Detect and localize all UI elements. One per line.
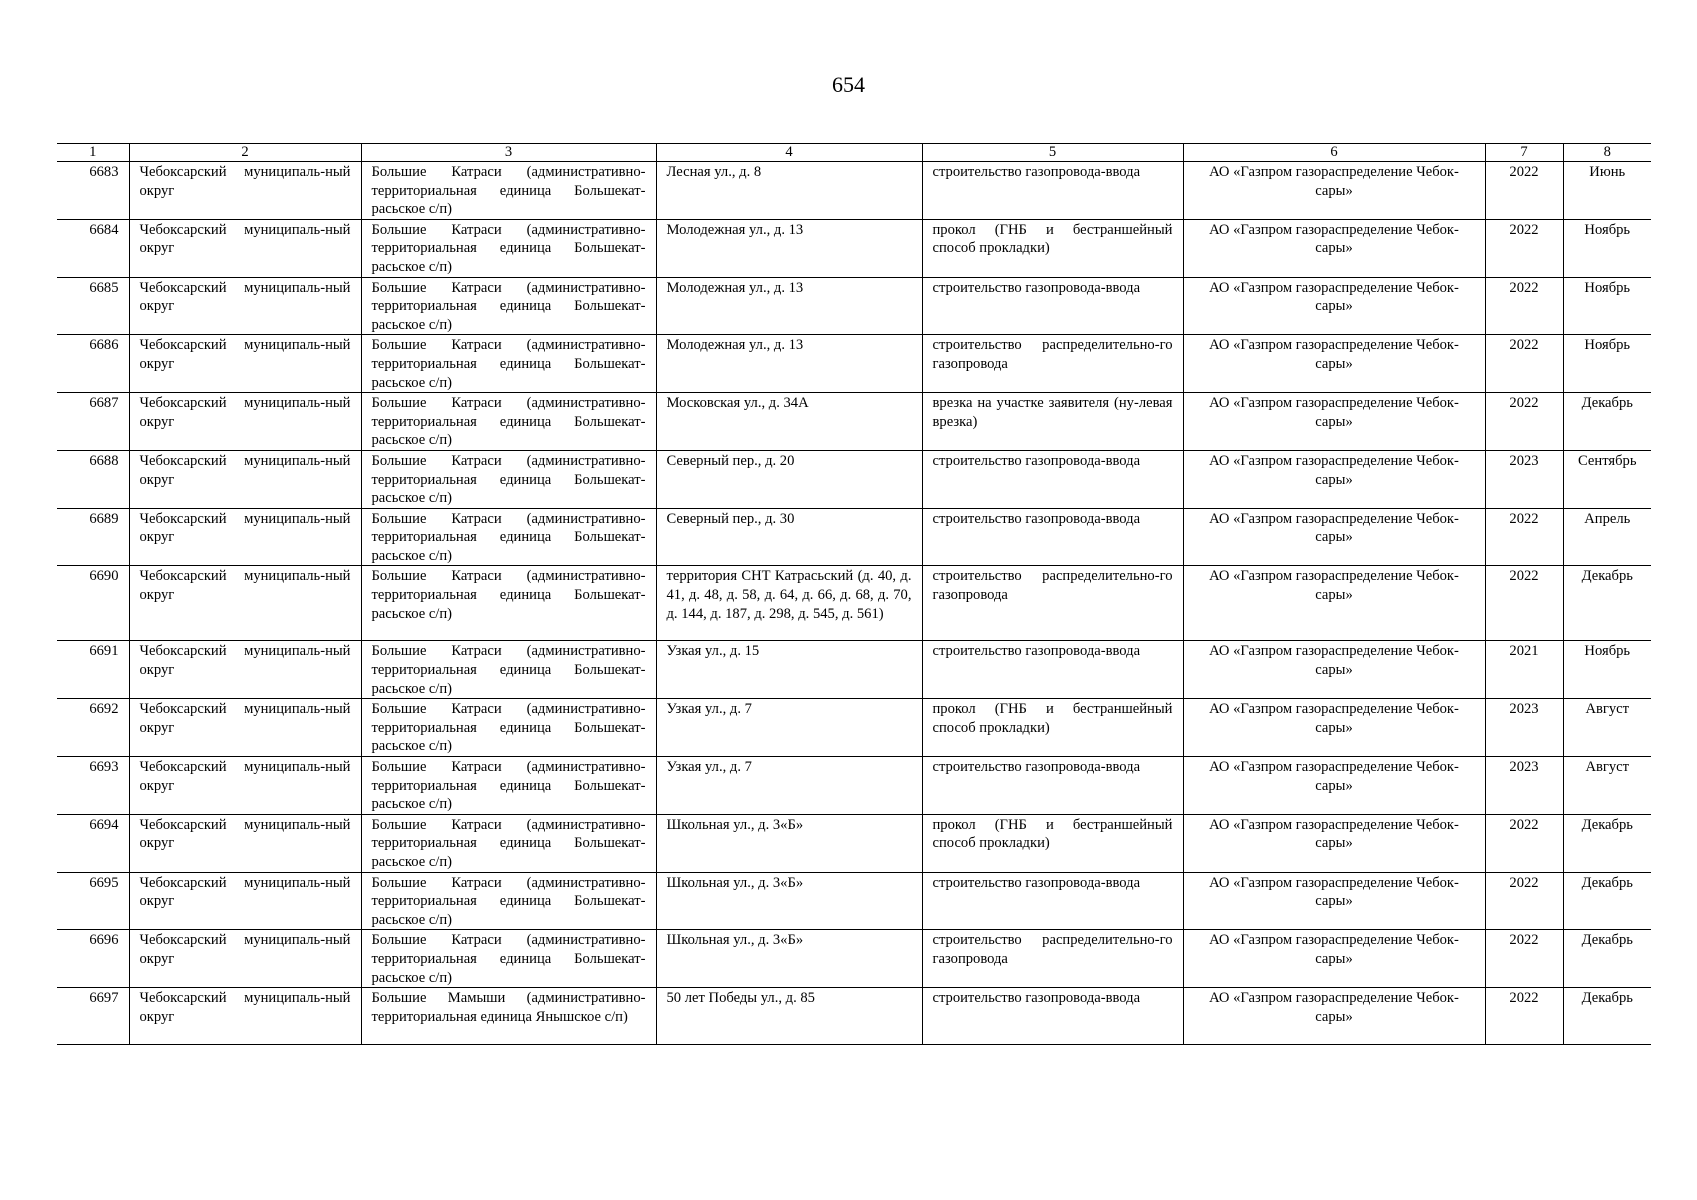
district-cell: Чебоксарский муниципаль-ный округ: [129, 508, 361, 566]
table-row: [57, 641, 1651, 699]
month-cell: Сентябрь: [1563, 450, 1651, 508]
settlement-cell: Большие Катраси (административно-территориальная единица Большекат-расьское с/п): [361, 872, 656, 930]
district-cell: Чебоксарский муниципаль-ный округ: [129, 872, 361, 930]
work-type-cell: строительство газопровода-ввода: [922, 988, 1183, 1045]
table-row: [57, 450, 1651, 508]
table-row: [57, 699, 1651, 757]
year-cell: 2022: [1485, 566, 1563, 641]
district-cell: Чебоксарский муниципаль-ный округ: [129, 219, 361, 277]
row-number: 6692: [57, 699, 129, 757]
year-cell: 2023: [1485, 699, 1563, 757]
address-cell: 50 лет Победы ул., д. 85: [656, 988, 922, 1045]
organization-cell: АО «Газпром газораспределение Чебок-сары»: [1183, 930, 1485, 988]
district-cell: Чебоксарский муниципаль-ный округ: [129, 335, 361, 393]
address-cell: Школьная ул., д. 3«Б»: [656, 930, 922, 988]
organization-cell: АО «Газпром газораспределение Чебок-сары»: [1183, 757, 1485, 815]
table-row: [57, 335, 1651, 393]
row-number: 6683: [57, 162, 129, 220]
district-cell: Чебоксарский муниципаль-ный округ: [129, 757, 361, 815]
column-header: 1: [57, 144, 129, 162]
settlement-cell: Большие Катраси (административно-территориальная единица Большекат-расьское с/п): [361, 335, 656, 393]
organization-cell: АО «Газпром газораспределение Чебок-сары»: [1183, 450, 1485, 508]
year-cell: 2022: [1485, 219, 1563, 277]
work-type-cell: строительство газопровода-ввода: [922, 641, 1183, 699]
work-type-cell: строительство распределительно-го газопровода: [922, 930, 1183, 988]
organization-cell: АО «Газпром газораспределение Чебок-сары»: [1183, 641, 1485, 699]
year-cell: 2022: [1485, 335, 1563, 393]
work-type-cell: строительство газопровода-ввода: [922, 162, 1183, 220]
organization-cell: АО «Газпром газораспределение Чебок-сары»: [1183, 814, 1485, 872]
address-cell: Лесная ул., д. 8: [656, 162, 922, 220]
month-cell: Декабрь: [1563, 566, 1651, 641]
table-row: [57, 508, 1651, 566]
district-cell: Чебоксарский муниципаль-ный округ: [129, 641, 361, 699]
settlement-cell: Большие Катраси (административно-территориальная единица Большекат-расьское с/п): [361, 930, 656, 988]
table-row: [57, 277, 1651, 335]
organization-cell: АО «Газпром газораспределение Чебок-сары»: [1183, 988, 1485, 1045]
work-type-cell: врезка на участке заявителя (ну-левая врезка): [922, 393, 1183, 451]
year-cell: 2022: [1485, 814, 1563, 872]
year-cell: 2022: [1485, 162, 1563, 220]
organization-cell: АО «Газпром газораспределение Чебок-сары»: [1183, 872, 1485, 930]
year-cell: 2022: [1485, 988, 1563, 1045]
table-row: [57, 757, 1651, 815]
year-cell: 2022: [1485, 508, 1563, 566]
year-cell: 2022: [1485, 872, 1563, 930]
district-cell: Чебоксарский муниципаль-ный округ: [129, 566, 361, 641]
settlement-cell: Большие Катраси (административно-территориальная единица Большекат-расьское с/п): [361, 566, 656, 641]
gas-works-table: [57, 143, 1651, 1045]
column-header: 3: [361, 144, 656, 162]
year-cell: 2023: [1485, 450, 1563, 508]
month-cell: Июнь: [1563, 162, 1651, 220]
month-cell: Август: [1563, 757, 1651, 815]
work-type-cell: прокол (ГНБ и бестраншейный способ прокладки): [922, 814, 1183, 872]
settlement-cell: Большие Катраси (административно-территориальная единица Большекат-расьское с/п): [361, 814, 656, 872]
address-cell: Узкая ул., д. 7: [656, 757, 922, 815]
settlement-cell: Большие Катраси (административно-территориальная единица Большекат-расьское с/п): [361, 699, 656, 757]
district-cell: Чебоксарский муниципаль-ный округ: [129, 699, 361, 757]
organization-cell: АО «Газпром газораспределение Чебок-сары»: [1183, 699, 1485, 757]
year-cell: 2021: [1485, 641, 1563, 699]
settlement-cell: Большие Катраси (административно-территориальная единица Большекат-расьское с/п): [361, 277, 656, 335]
table-row: [57, 988, 1651, 1045]
settlement-cell: Большие Катраси (административно-территориальная единица Большекат-расьское с/п): [361, 219, 656, 277]
column-header: 8: [1563, 144, 1651, 162]
page-number: 654: [832, 72, 865, 97]
work-type-cell: строительство распределительно-го газопровода: [922, 335, 1183, 393]
organization-cell: АО «Газпром газораспределение Чебок-сары»: [1183, 219, 1485, 277]
column-header: 7: [1485, 144, 1563, 162]
month-cell: Декабрь: [1563, 814, 1651, 872]
year-cell: 2022: [1485, 930, 1563, 988]
column-header: 2: [129, 144, 361, 162]
work-type-cell: строительство распределительно-го газопровода: [922, 566, 1183, 641]
month-cell: Август: [1563, 699, 1651, 757]
address-cell: Северный пер., д. 30: [656, 508, 922, 566]
month-cell: Ноябрь: [1563, 219, 1651, 277]
month-cell: Декабрь: [1563, 872, 1651, 930]
month-cell: Декабрь: [1563, 930, 1651, 988]
work-type-cell: строительство газопровода-ввода: [922, 450, 1183, 508]
table-row: [57, 393, 1651, 451]
organization-cell: АО «Газпром газораспределение Чебок-сары»: [1183, 566, 1485, 641]
district-cell: Чебоксарский муниципаль-ный округ: [129, 277, 361, 335]
year-cell: 2022: [1485, 277, 1563, 335]
organization-cell: АО «Газпром газораспределение Чебок-сары»: [1183, 508, 1485, 566]
address-cell: Московская ул., д. 34А: [656, 393, 922, 451]
month-cell: Декабрь: [1563, 988, 1651, 1045]
month-cell: Ноябрь: [1563, 277, 1651, 335]
work-type-cell: строительство газопровода-ввода: [922, 757, 1183, 815]
month-cell: Ноябрь: [1563, 641, 1651, 699]
row-number: 6695: [57, 872, 129, 930]
district-cell: Чебоксарский муниципаль-ный округ: [129, 393, 361, 451]
table-row: [57, 814, 1651, 872]
work-type-cell: строительство газопровода-ввода: [922, 872, 1183, 930]
table-row: [57, 566, 1651, 641]
column-header: 4: [656, 144, 922, 162]
organization-cell: АО «Газпром газораспределение Чебок-сары»: [1183, 393, 1485, 451]
row-number: 6689: [57, 508, 129, 566]
row-number: 6696: [57, 930, 129, 988]
address-cell: Северный пер., д. 20: [656, 450, 922, 508]
district-cell: Чебоксарский муниципаль-ный округ: [129, 930, 361, 988]
district-cell: Чебоксарский муниципаль-ный округ: [129, 814, 361, 872]
settlement-cell: Большие Катраси (административно-территориальная единица Большекат-расьское с/п): [361, 641, 656, 699]
address-cell: Молодежная ул., д. 13: [656, 335, 922, 393]
row-number: 6697: [57, 988, 129, 1045]
settlement-cell: Большие Катраси (административно-территориальная единица Большекат-расьское с/п): [361, 757, 656, 815]
address-cell: Молодежная ул., д. 13: [656, 277, 922, 335]
row-number: 6693: [57, 757, 129, 815]
district-cell: Чебоксарский муниципаль-ный округ: [129, 162, 361, 220]
row-number: 6684: [57, 219, 129, 277]
work-type-cell: прокол (ГНБ и бестраншейный способ прокладки): [922, 699, 1183, 757]
column-number-row: [57, 144, 1651, 162]
settlement-cell: Большие Катраси (административно-территориальная единица Большекат-расьское с/п): [361, 162, 656, 220]
table-row: [57, 219, 1651, 277]
month-cell: Ноябрь: [1563, 335, 1651, 393]
organization-cell: АО «Газпром газораспределение Чебок-сары»: [1183, 277, 1485, 335]
column-header: 6: [1183, 144, 1485, 162]
address-cell: Школьная ул., д. 3«Б»: [656, 872, 922, 930]
organization-cell: АО «Газпром газораспределение Чебок-сары»: [1183, 162, 1485, 220]
address-cell: Молодежная ул., д. 13: [656, 219, 922, 277]
table-row: [57, 162, 1651, 220]
month-cell: Декабрь: [1563, 393, 1651, 451]
address-cell: Узкая ул., д. 7: [656, 699, 922, 757]
row-number: 6688: [57, 450, 129, 508]
work-type-cell: строительство газопровода-ввода: [922, 508, 1183, 566]
table-row: [57, 930, 1651, 988]
column-header: 5: [922, 144, 1183, 162]
district-cell: Чебоксарский муниципаль-ный округ: [129, 450, 361, 508]
table-row: [57, 872, 1651, 930]
address-cell: Узкая ул., д. 15: [656, 641, 922, 699]
settlement-cell: Большие Катраси (административно-территориальная единица Большекат-расьское с/п): [361, 393, 656, 451]
month-cell: Апрель: [1563, 508, 1651, 566]
settlement-cell: Большие Катраси (административно-территориальная единица Большекат-расьское с/п): [361, 450, 656, 508]
organization-cell: АО «Газпром газораспределение Чебок-сары»: [1183, 335, 1485, 393]
settlement-cell: Большие Мамыши (административно-территориальная единица Янышское с/п): [361, 988, 656, 1045]
district-cell: Чебоксарский муниципаль-ный округ: [129, 988, 361, 1045]
year-cell: 2022: [1485, 393, 1563, 451]
work-type-cell: строительство газопровода-ввода: [922, 277, 1183, 335]
row-number: 6690: [57, 566, 129, 641]
row-number: 6685: [57, 277, 129, 335]
row-number: 6686: [57, 335, 129, 393]
address-cell: Школьная ул., д. 3«Б»: [656, 814, 922, 872]
year-cell: 2023: [1485, 757, 1563, 815]
work-type-cell: прокол (ГНБ и бестраншейный способ прокладки): [922, 219, 1183, 277]
row-number: 6687: [57, 393, 129, 451]
row-number: 6694: [57, 814, 129, 872]
row-number: 6691: [57, 641, 129, 699]
settlement-cell: Большие Катраси (административно-территориальная единица Большекат-расьское с/п): [361, 508, 656, 566]
address-cell: территория СНТ Катрасьский (д. 40, д. 41, д. 48, д. 58, д. 64, д. 66, д. 68, д. 70, д. 144, д. 187, д. 298, д. 545, д. 561): [656, 566, 922, 641]
